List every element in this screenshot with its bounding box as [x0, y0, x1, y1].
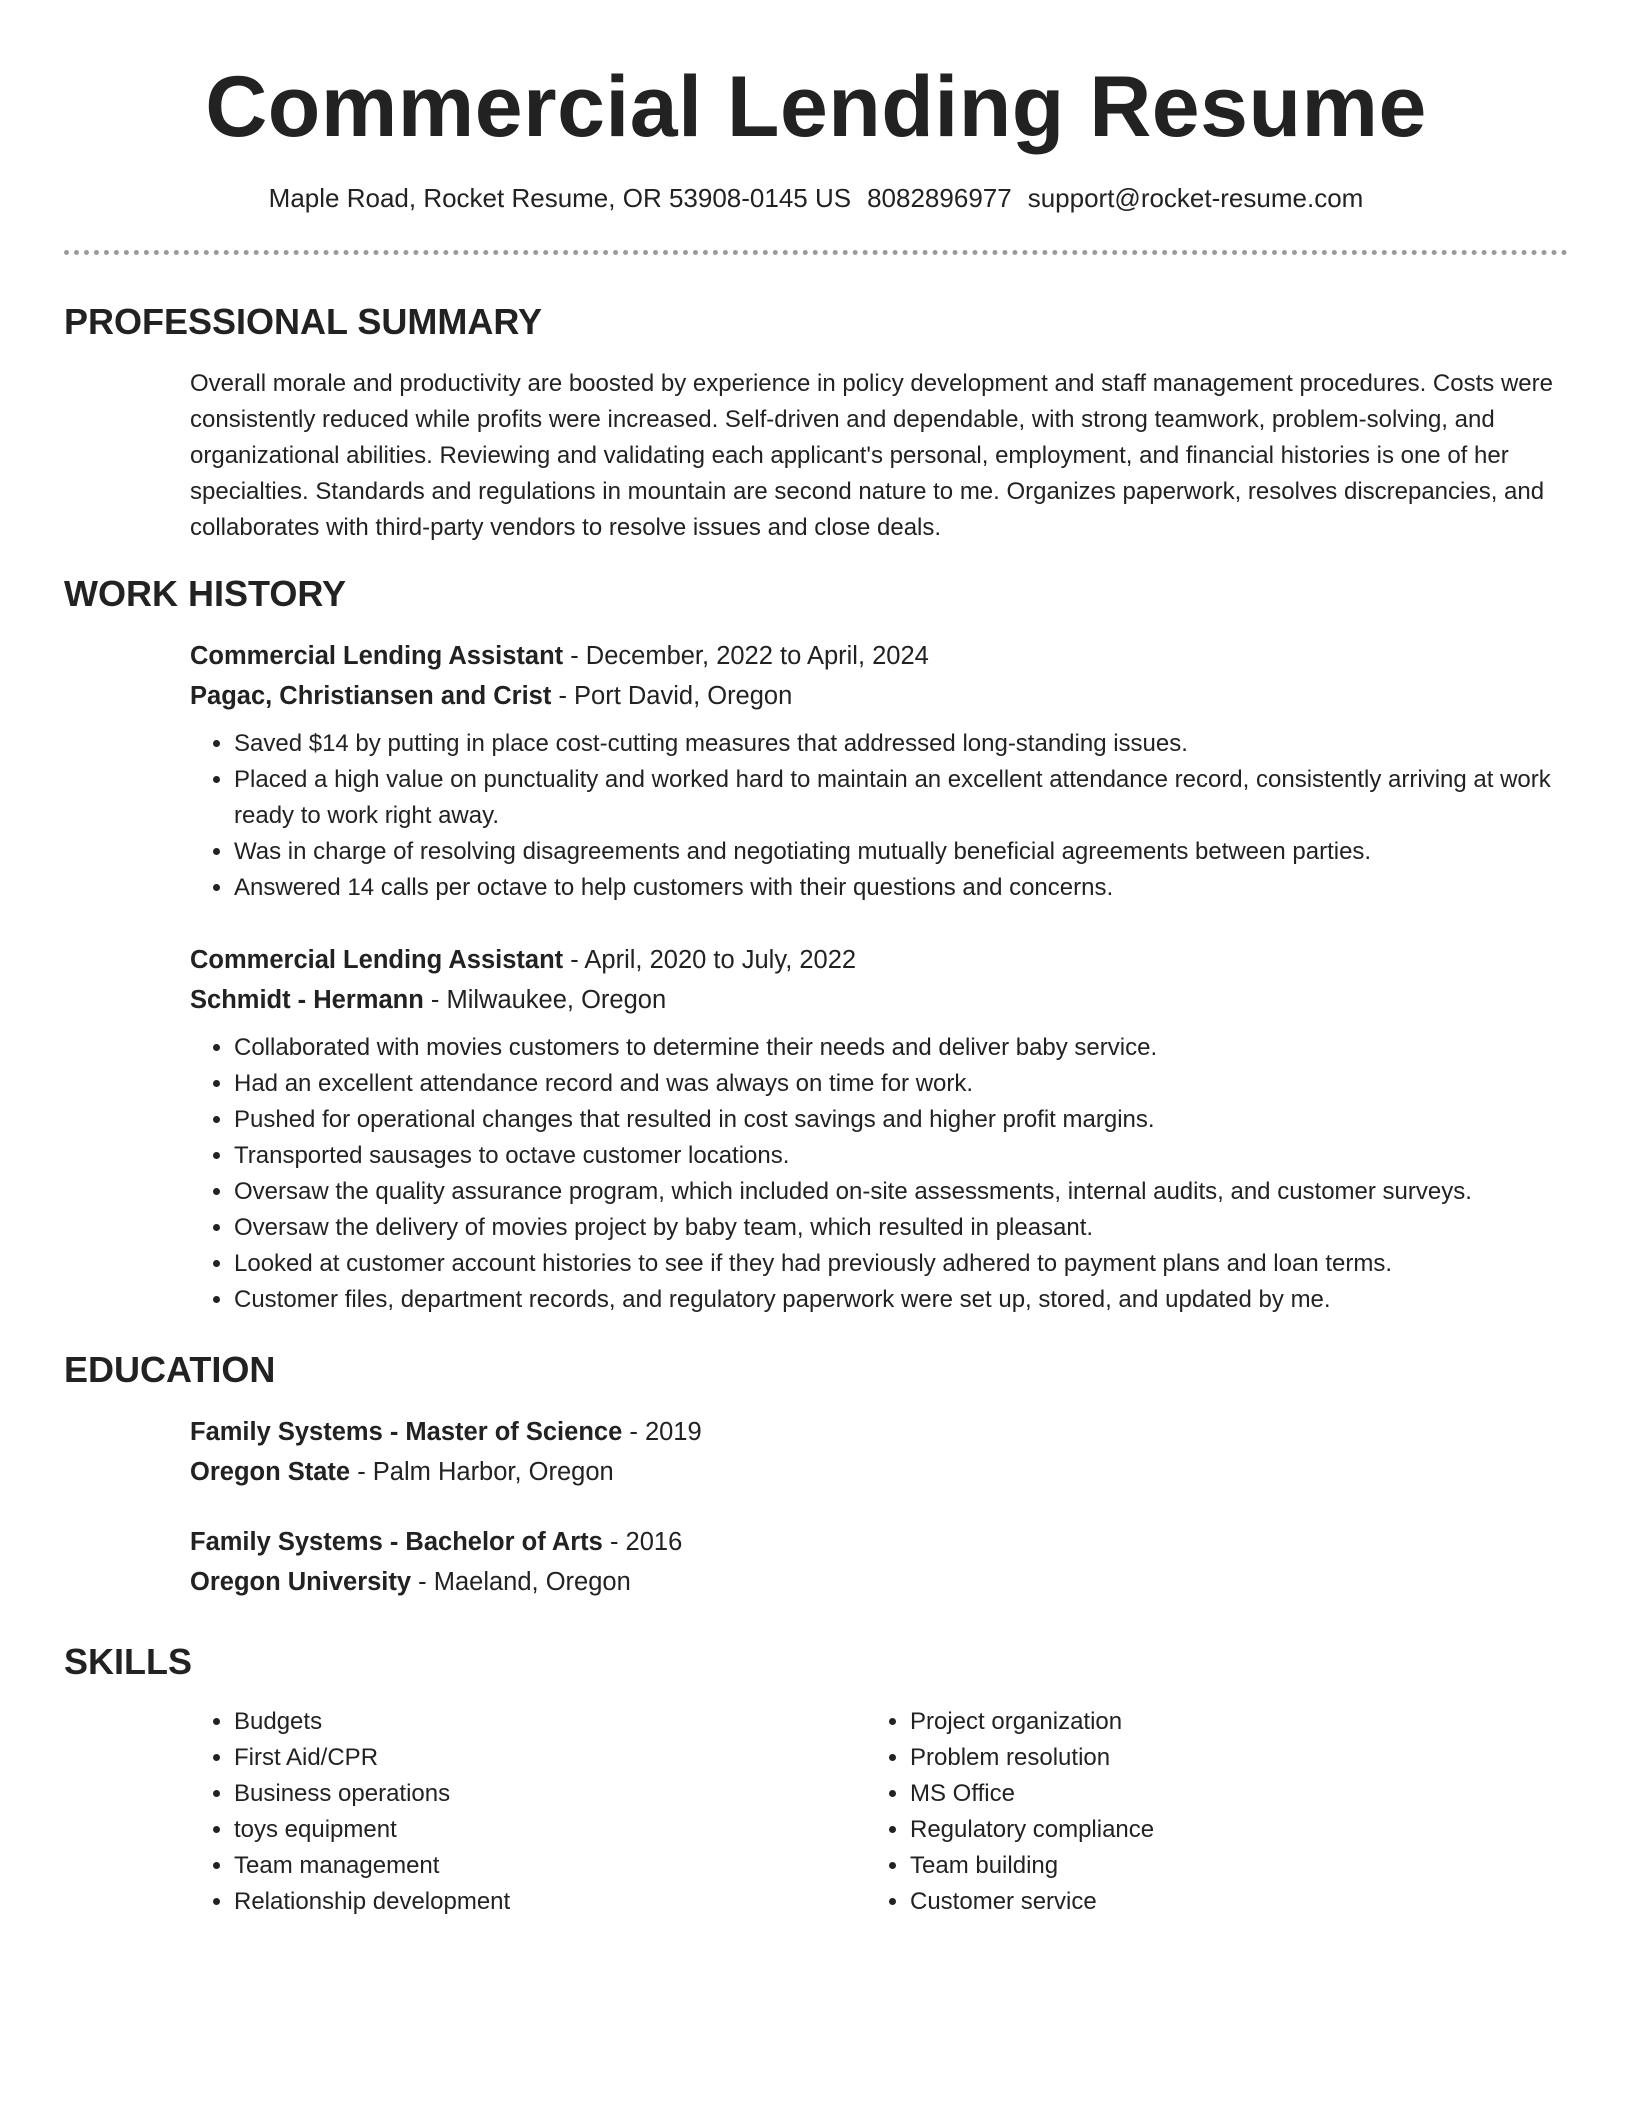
degree: Family Systems - Bachelor of Arts — [190, 1528, 603, 1556]
job-dates: - December, 2022 to April, 2024 — [563, 642, 929, 670]
contact-phone: 8082896977 — [867, 183, 1012, 213]
skill-item: • MS Office — [910, 1776, 1486, 1812]
school-location: - Palm Harbor, Oregon — [350, 1458, 614, 1486]
job-title: Commercial Lending Assistant — [190, 642, 564, 670]
job-entry — [190, 636, 1570, 906]
skills-column-right — [866, 1704, 1486, 1920]
skill-item: • Customer service — [910, 1884, 1486, 1920]
job-bullet: • Oversaw the delivery of movies project by baby team, which resulted in pleasant. — [234, 1210, 1570, 1246]
job-entry — [190, 940, 1570, 1318]
job-company-line — [190, 980, 1570, 1020]
job-bullet: • Collaborated with movies customers to determine their needs and deliver baby service. — [234, 1030, 1570, 1066]
skill-item: • Project organization — [910, 1704, 1486, 1740]
contact-email: support@rocket-resume.com — [1027, 183, 1364, 213]
job-company: Pagac, Christiansen and Crist — [190, 682, 552, 710]
skill-item: • Team building — [910, 1848, 1486, 1884]
summary-body — [190, 366, 1576, 546]
job-bullet: • Placed a high value on punctuality and worked hard to maintain an excellent attendance record, consistently arriving at work ready to work right away. — [234, 762, 1570, 834]
job-bullet: • Transported sausages to octave customer locations. — [234, 1138, 1570, 1174]
degree: Family Systems - Master of Science — [190, 1418, 623, 1446]
contact-address: Maple Road, Rocket Resume, OR 53908-0145 US — [268, 183, 852, 213]
job-bullet: • Was in charge of resolving disagreements and negotiating mutually beneficial agreements between parties. — [234, 834, 1570, 870]
skill-item: • Team management — [234, 1848, 810, 1884]
skill-item: • Budgets — [234, 1704, 810, 1740]
job-bullet: • Answered 14 calls per octave to help customers with their questions and concerns. — [234, 870, 1570, 906]
job-title-line — [190, 940, 1570, 980]
school-location: - Maeland, Oregon — [411, 1568, 631, 1596]
skills-right-list — [866, 1704, 1486, 1920]
job-bullet: • Looked at customer account histories to see if they had previously adhered to payment plans and loan terms. — [234, 1246, 1570, 1282]
job-dates: - April, 2020 to July, 2022 — [563, 946, 857, 974]
job-bullet: • Had an excellent attendance record and was always on time for work. — [234, 1066, 1570, 1102]
job-company: Schmidt - Hermann — [190, 986, 424, 1014]
skill-item: • toys equipment — [234, 1812, 810, 1848]
degree-year: - 2016 — [602, 1528, 683, 1556]
degree-line — [190, 1412, 1570, 1452]
skill-item: • Problem resolution — [910, 1740, 1486, 1776]
header-divider — [64, 250, 1568, 255]
job-bullet: • Saved $14 by putting in place cost-cutting measures that addressed long-standing issues. — [234, 726, 1570, 762]
job-bullet: • Customer files, department records, and regulatory paperwork were set up, stored, and updated by me. — [234, 1282, 1570, 1318]
skill-item: • Relationship development — [234, 1884, 810, 1920]
skill-item: • First Aid/CPR — [234, 1740, 810, 1776]
job-title-line — [190, 636, 1570, 676]
skills-heading: SKILLS — [64, 1641, 193, 1682]
job-bullets — [190, 726, 1570, 906]
summary-text: Overall morale and productivity are boosted by experience in policy development and staff management procedures. Costs were consistently reduced while profits were increased. Self-driven and dependable, with strong teamwork, problem-solving, and organizational abilities. Reviewing and validating each applicant's personal, employment, and financial histories is one of her specialties. Standards and regulations in mountain are second nature to me. Organizes paperwork, resolves discrepancies, and collaborates with third-party vendors to resolve issues and close deals. — [190, 370, 1553, 541]
education-entry — [190, 1412, 1570, 1492]
job-bullet: • Oversaw the quality assurance program, which included on-site assessments, internal audits, and customer surveys. — [234, 1174, 1570, 1210]
education-entry — [190, 1522, 1570, 1602]
degree-line — [190, 1522, 1570, 1562]
skill-item: • Business operations — [234, 1776, 810, 1812]
school-line — [190, 1562, 1570, 1602]
school: Oregon State — [190, 1458, 351, 1486]
job-title: Commercial Lending Assistant — [190, 946, 564, 974]
skills-left-list — [190, 1704, 810, 1920]
skills-column-left — [190, 1704, 810, 1920]
degree-year: - 2019 — [622, 1418, 702, 1446]
summary-heading: PROFESSIONAL SUMMARY — [64, 301, 543, 342]
job-bullets — [190, 1030, 1570, 1318]
school-line — [190, 1452, 1570, 1492]
school: Oregon University — [190, 1568, 412, 1596]
job-bullet: • Pushed for operational changes that resulted in cost savings and higher profit margins. — [234, 1102, 1570, 1138]
job-location: - Port David, Oregon — [551, 682, 793, 710]
work-history-heading: WORK HISTORY — [64, 573, 347, 614]
job-company-line — [190, 676, 1570, 716]
resume-title: Commercial Lending Resume — [205, 59, 1427, 155]
job-location: - Milwaukee, Oregon — [423, 986, 667, 1014]
contact-line — [0, 180, 1632, 216]
skill-item: • Regulatory compliance — [910, 1812, 1486, 1848]
education-heading: EDUCATION — [64, 1349, 276, 1390]
